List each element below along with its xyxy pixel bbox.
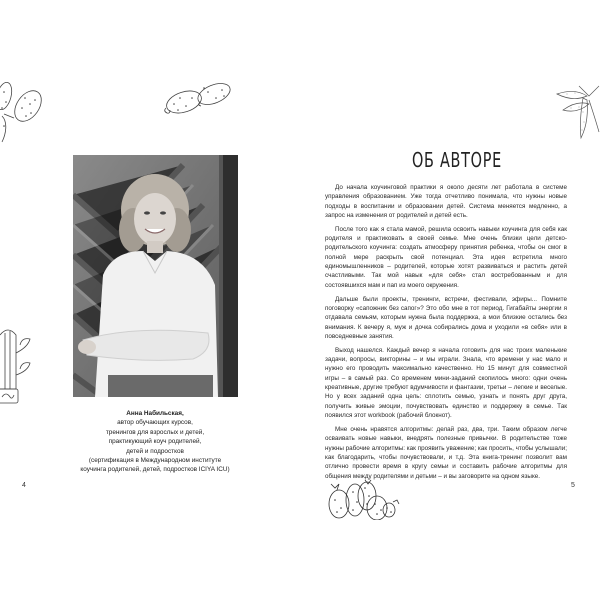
right-page	[300, 0, 600, 600]
paragraph: Выход нашелся. Каждый вечер я начала готовить для нас троих маленькие задачи, вопросы, викторины – и мы играли. Знала, что времени у нас мало и нужно его проводить максимально качественно. Но 15 минут для совместной игры – в самый раз. Со временем мини-заданий скопилось много: одни очень креативные, другие требуют вдумчивости и фантазии, третьи – легкие и веселые. Но у всех заданий одна цель: сплотить семью, узнать и понять друг друга, получить живые эмоции, почувствовать единство и поддержку в семье. Так появился этот workbook (рабочий блокнот).	[325, 346, 567, 420]
potted-cactus-left-icon	[0, 325, 40, 415]
caption-line: детей и подростков	[126, 447, 184, 455]
caption-line: коучинга родителей, детей, подростков ICIYA ICU)	[80, 466, 230, 474]
paragraph: До начала коучинговой практики я около десяти лет работала в системе управления образованием. Уже тогда отчетливо понимала, что нужны новые подходы в воспитании и образовании детей. Система меняется медленно, а запрос на изменения от родителей и детей есть.	[325, 184, 567, 220]
author-photo	[73, 155, 238, 397]
article-body	[325, 183, 567, 485]
paragraph: Дальше были проекты, тренинги, встречи, фестивали, эфиры... Помните поговорку «сапожник без сапог»? Это обо мне в тот период. Гигабайты энергии я отдавала семьям, которым нужна была поддержка, а мои близкие остались без внимания. К вечеру я, муж и дочка собирались дома и уходили «в себя» или в повседневные занятия.	[325, 295, 567, 340]
page-number-right: 5	[571, 482, 575, 489]
paragraph: Мне очень нравятся алгоритмы: делай раз, два, три. Таким образом легче осваивать новые навыки, внедрять полезные привычки. В родительстве тоже нужны рабочие алгоритмы: как проявить уважение; как просить, чтобы услышали; как благодарить, чтобы почувствовали, и т.д. Эта книга-тренинг позволит вам отлично провести время в кругу семьи и составить рабочие алгоритмы для общения между родителями и детьми – и вы заговорите на одном языке.	[325, 425, 567, 480]
paragraph: После того как я стала мамой, решила освоить навыки коучинга для себя как родителя и практиковать в своей семье. Мне очень близки цели детско-родительского коучинга: создать атмосферу принятия ребенка, чтобы он смог в полной мере раскрыть свой потенциал. Эта идея встретила много единомышленников – родителей, которые хотят развиваться и растить детей счастливыми. Так мой навык «для себя» стал востребованным и для состоявшихся мам и пап из моего окружения.	[325, 225, 567, 289]
author-name: Анна Набильская,	[126, 410, 184, 417]
leafy-plant-top-right-icon	[555, 82, 600, 157]
cactus-cluster-bottom-icon	[325, 478, 405, 520]
cactus-branch-top-left-icon	[0, 78, 50, 148]
page-title: ОБ АВТОРЕ	[412, 148, 502, 172]
photo-caption	[60, 409, 250, 475]
page-number-left: 4	[22, 482, 26, 489]
caption-line: автор обучающих курсов,	[117, 419, 193, 427]
caption-line: тренингов для взрослых и детей,	[105, 428, 205, 436]
caption-line: практикующий коуч родителей,	[108, 438, 202, 446]
caption-line: (сертификация в Международном институте	[88, 457, 222, 465]
cactus-pads-top-center-icon	[162, 80, 242, 120]
